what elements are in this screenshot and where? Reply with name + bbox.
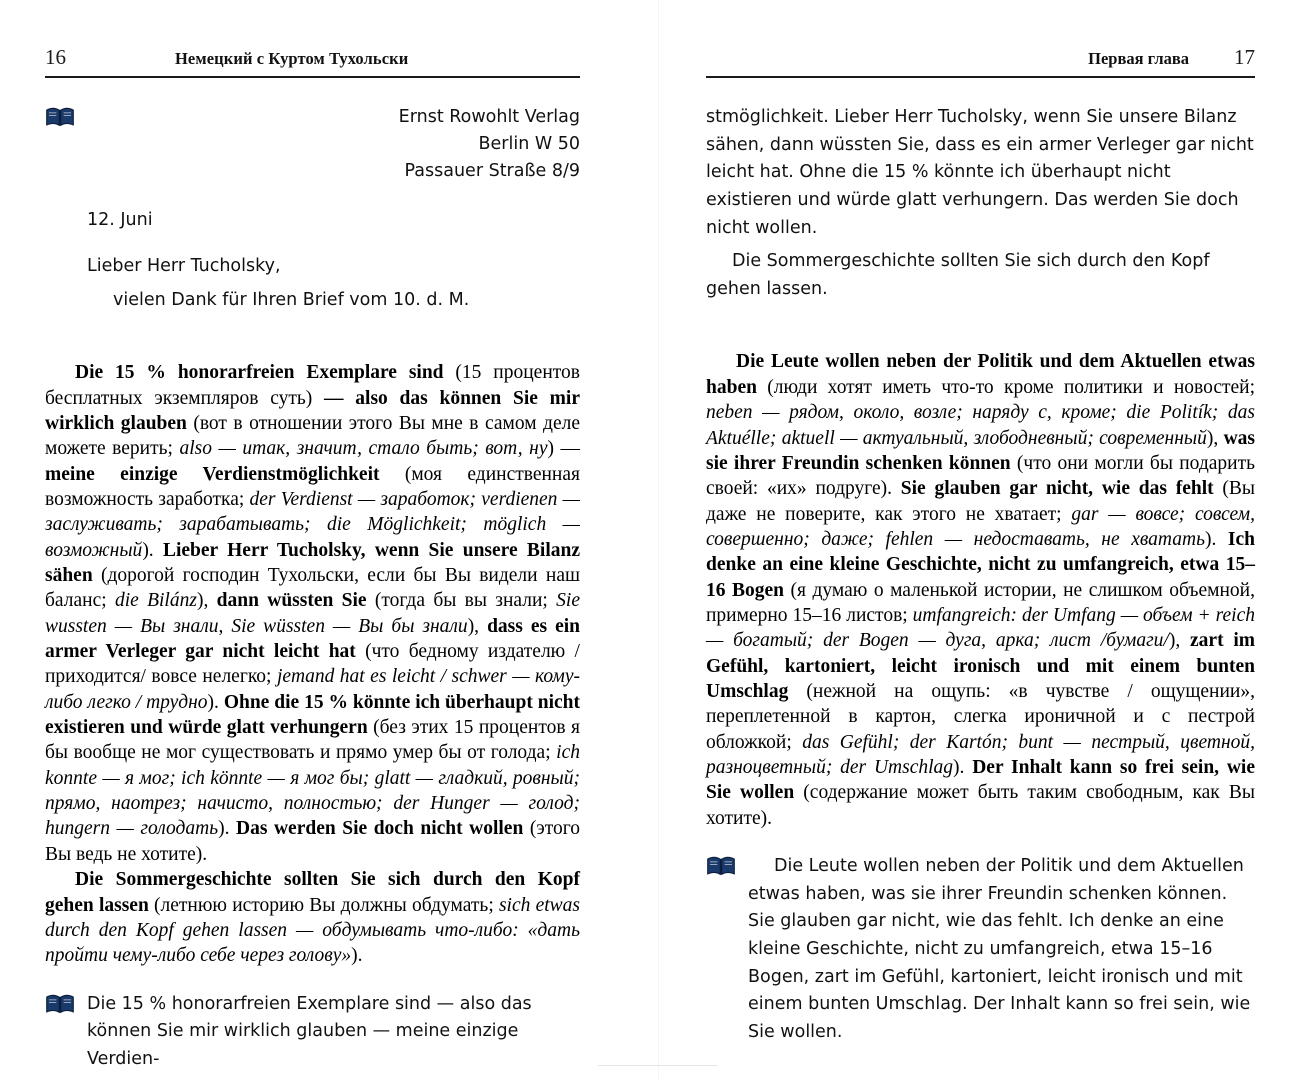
spacer bbox=[706, 831, 1255, 853]
open-book-icon-cell-3 bbox=[706, 853, 748, 878]
open-book-icon bbox=[706, 855, 736, 877]
spacer bbox=[45, 320, 580, 360]
right-page bbox=[658, 0, 1315, 1080]
annotated-paragraph-2: Die Sommergeschichte sollten Sie sich durch den Kopf gehen lassen (летнюю историю Вы должны обдумать; sich etwas durch den Kopf gehen lassen — обдумывать что-либо: «дать пройти чему-либо себе через голову»). bbox=[45, 869, 580, 967]
letter-heading-text bbox=[87, 104, 580, 320]
letter-date: 12. Juni bbox=[87, 210, 153, 231]
page-number-right: 17 bbox=[1234, 45, 1255, 69]
continuation-paragraph-2: Die Sommergeschichte sollten Sie sich durch den Kopf gehen lassen. bbox=[706, 251, 1210, 299]
spacer bbox=[706, 309, 1255, 349]
open-book-icon-cell bbox=[45, 104, 87, 129]
left-annotated-text bbox=[45, 360, 580, 968]
plain-paragraph-right: Die Leute wollen neben der Politik und dem Aktuellen etwas haben, was sie ihrer Freundin schenken können. Sie glauben gar nicht, wie das fehlt. Ich denke an eine kleine Geschichte, nicht zu umfangreich, etwa 15–16 Bogen, zart im Gefühl, kartoniert, leicht ironisch und mit einem bunten Umschlag. Der Inhalt kann so frei sein, wie Sie wollen. bbox=[748, 856, 1251, 1042]
spacer bbox=[87, 241, 580, 253]
plain-paragraph-left: Die 15 % honorarfreien Exemplare sind — also das können Sie mir wirklich glauben — meine einzige Verdien- bbox=[87, 993, 532, 1069]
running-head-right: Первая глава bbox=[1088, 49, 1189, 68]
address-line-2: Berlin W 50 bbox=[478, 134, 580, 155]
continuation-paragraph: stmöglichkeit. Lieber Herr Tucholsky, wenn Sie unsere Bilanz sähen, dann wüssten Sie, dass es ein armer Verleger gar nicht leicht hat. Ohne die 15 % könnte ich überhaupt nicht existieren und würde glatt verhungern. Das werden Sie doch nicht wollen. bbox=[706, 107, 1254, 238]
spacer bbox=[45, 969, 580, 991]
right-continuation-block bbox=[706, 104, 1255, 303]
annotated-paragraph-1: Die 15 % honorarfreien Exemplare sind (15 процентов бесплатных экземпляров суть) — also das können Sie mir wirklich glauben (вот в отношении этого Вы мне в самом деле можете верить; also — итак, значит, стало быть; вот, ну) — meine einzige Verdienstmöglichkeit (моя единственная возможность заработка; der Verdienst — заработок; verdienen — заслуживать; зарабатывать; die Möglichkeit; möglich — возможный). Lieber Herr Tucholsky, wenn Sie unsere Bilanz sähen (дорогой господин Тухольски, если бы Вы видели наш баланс; die Bilánz), dann wüssten Sie (тогда бы вы знали; Sie wussten — Вы знали, Sie wüssten — Вы бы знали), dass es ein armer Verleger gar nicht leicht hat (что бедному издателю /приходится/ вовсе нелегко; jemand hat es leicht / schwer — кому-либо легко / трудно). Ohne die 15 % könnte ich überhaupt nicht existieren und würde glatt verhungern (без этих 15 процентов я бы вообще не мог существовать и прямо умер бы от голода; ich konnte — я мог; ich könnte — я мог бы; glatt — гладкий, ровный; прямо, наотрез; начисто, полностью; der Hunger — голод; hungern — голодать). Das werden Sie doch nicht wollen (этого Вы ведь не хотите). bbox=[45, 362, 581, 865]
annotated-paragraph-right-1: Die Leute wollen neben der Politik und dem Aktuellen etwas haben (люди хотят иметь что-то кроме политики и новостей; neben — рядом, около, возле; наряду с, кроме; die Politík; das Aktuélle; aktuell — актуальный, злободневный; современный), was sie ihrer Freundin schenken können (что они могли бы подарить своей: «их» подруге). Sie glauben gar nicht, wie das fehlt (Вы даже не поверите, как этого не хватает; gar — вовсе; совсем, совершенно; даже; fehlen — недоставать, не хватать). Ich denke an eine kleine Geschichte, nicht zu umfangreich, etwa 15–16 Bogen (я думаю о маленькой истории, не слишком объемной, примерно 15–16 листов; umfangreich: der Umfang — объем + reich — богатый; der Bogen — дуга, арка; лист /бумаги/), zart im Gefühl, kartoniert, leicht ironisch und mit einem bunten Umschlag (нежной на ощупь: «в чувстве / ощущении», переплетенной в картон, слегка ироничной и с пестрой обложкой; das Gefühl; der Kartón; bunt — пестрый, цветной, разноцветный; der Umschlag). Der Inhalt kann so frei sein, wie Sie wollen (содержание может быть таким свободным, как Вы хотите). bbox=[706, 351, 1256, 829]
open-book-icon bbox=[45, 993, 75, 1015]
page-number-left: 16 bbox=[45, 45, 66, 69]
page-fold-mark bbox=[598, 1065, 718, 1080]
right-annotated-text bbox=[706, 349, 1255, 831]
left-plain-block bbox=[45, 991, 580, 1080]
address-line-3: Passauer Straße 8/9 bbox=[404, 161, 580, 182]
left-page-header bbox=[45, 45, 580, 78]
letter-address bbox=[87, 104, 580, 185]
letter-opening bbox=[87, 207, 580, 314]
address-line-1: Ernst Rowohlt Verlag bbox=[398, 107, 580, 127]
letter-salutation: Lieber Herr Tucholsky, bbox=[87, 256, 281, 277]
running-head-left: Немецкий с Куртом Тухольски bbox=[175, 49, 409, 68]
right-page-header bbox=[706, 45, 1255, 78]
open-book-icon-cell-2 bbox=[45, 991, 87, 1016]
letter-block bbox=[45, 104, 580, 320]
right-plain-text bbox=[748, 853, 1255, 1052]
right-plain-block bbox=[706, 853, 1255, 1052]
open-book-icon bbox=[45, 106, 75, 128]
left-plain-text bbox=[87, 991, 580, 1080]
letter-first-line: vielen Dank für Ihren Brief vom 10. d. M. bbox=[113, 289, 470, 310]
